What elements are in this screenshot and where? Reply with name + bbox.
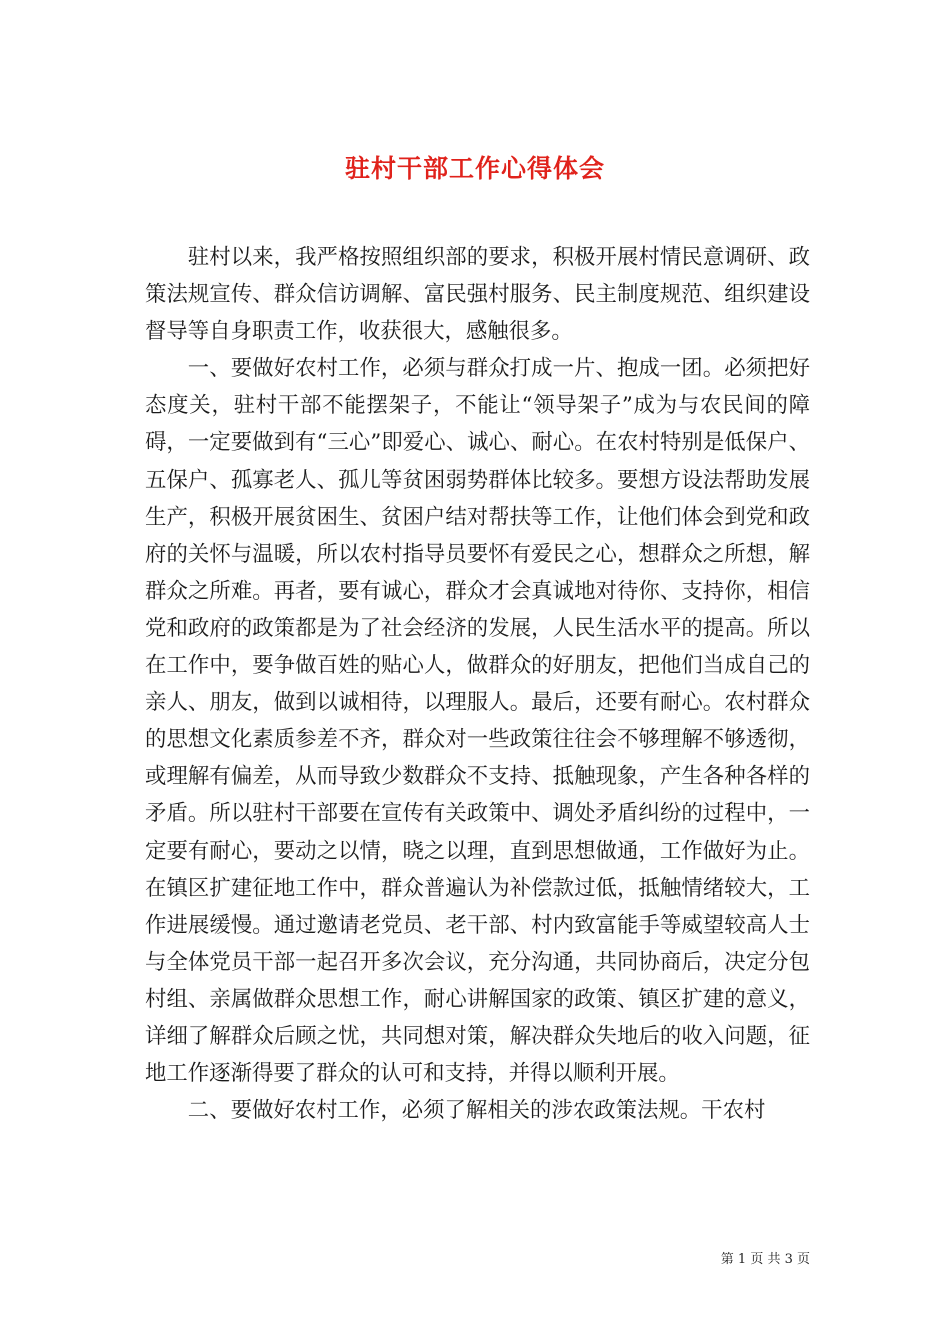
- page-number-footer: 第 1 页 共 3 页: [720, 1252, 810, 1267]
- paragraph-section-two: 二、要做好农村工作，必须了解相关的涉农政策法规。干农村: [187, 1098, 766, 1124]
- paragraph-intro: 驻村以来，我严格按照组织部的要求，积极开展村情民意调研、政策法规宣传、群众信访调解、富民强村服务、民主制度规范、组织建设督导等自身职责工作，收获很大，感触很多。: [145, 245, 810, 345]
- paragraph-section-one: 一、要做好农村工作，必须与群众打成一片、抱成一团。必须把好态度关，驻村干部不能摆架子，不能让“领导架子”成为与农民间的障碍，一定要做到有“三心”即爱心、诚心、耐心。在农村特别是低保户、五保户、孤寡老人、孤儿等贫困弱势群体比较多。要想方设法帮助发展生产，积极开展贫困生、贫困户结对帮扶等工作，让他们体会到党和政府的关怀与温暖，所以农村指导员要怀有爱民之心，想群众之所想，解群众之所难。再者，要有诚心，群众才会真诚地对待你、支持你，相信党和政府的政策都是为了社会经济的发展，人民生活水平的提高。所以在工作中，要争做百姓的贴心人，做群众的好朋友，把他们当成自己的亲人、朋友，做到以诚相待，以理服人。最后，还要有耐心。农村群众的思想文化素质参差不齐，群众对一些政策往往会不够理解不够透彻，或理解有偏差，从而导致少数群众不支持、抵触现象，产生各种各样的矛盾。所以驻村干部要在宣传有关政策中、调处矛盾纠纷的过程中，一定要有耐心，要动之以情，晓之以理，直到思想做通，工作做好为止。在镇区扩建征地工作中，群众普遍认为补偿款过低，抵触情绪较大，工作进展缓慢。通过邀请老党员、老干部、村内致富能手等威望较高人士与全体党员干部一起召开多次会议，充分沟通，共同协商后，决定分包村组、亲属做群众思想工作，耐心讲解国家的政策、镇区扩建的意义，详细了解群众后顾之忧，共同想对策，解决群众失地后的收入问题，征地工作逐渐得要了群众的认可和支持，并得以顺利开展。: [145, 356, 810, 1087]
- document-body: [145, 239, 810, 1129]
- document-title: 驻村干部工作心得体会: [344, 153, 605, 183]
